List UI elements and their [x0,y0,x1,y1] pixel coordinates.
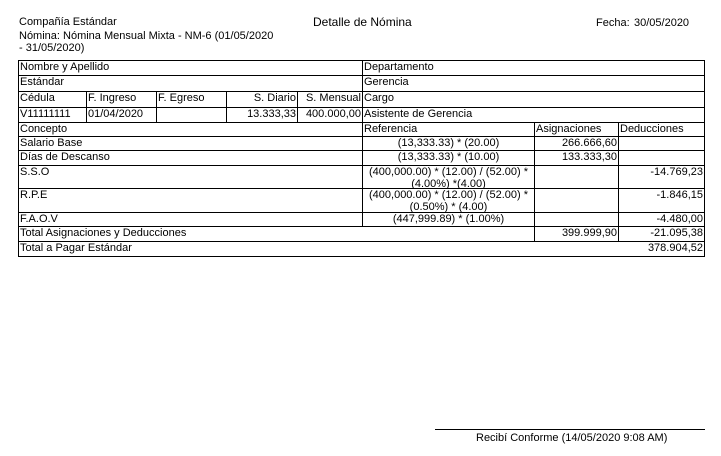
row-assignment [534,165,619,189]
received-text: Recibí Conforme (14/05/2020 9:08 AM) [476,432,668,444]
end-label: F. Egreso [156,91,227,108]
date-label: Fecha: [596,17,630,29]
daily-label: S. Diario [226,91,298,108]
total-label: Total Asignaciones y Deducciones [18,226,535,242]
page-title: Detalle de Nómina [313,15,412,29]
date-value: 30/05/2020 [634,17,690,29]
company-name: Compañía Estándar [19,16,117,28]
concept-header: Concepto [18,122,363,137]
row-deduction [618,136,705,151]
name-value: Estándar [18,75,363,92]
dept-value: Gerencia [362,75,705,92]
daily-value: 13.333,33 [226,107,298,123]
row-concept: S.S.O [18,165,363,189]
row-reference: (447,999.89) * (1.00%) [362,212,535,227]
row-reference: (13,333.33) * (20.00) [362,136,535,151]
assignments-header: Asignaciones [534,122,619,137]
row-concept: F.A.O.V [18,212,363,227]
row-assignment: 133.333,30 [534,150,619,166]
row-reference: (400,000.00) * (12.00) / (52.00) * (4.00%) *(4.00) [362,165,535,189]
position-label: Cargo [362,91,705,108]
row-assignment [534,212,619,227]
row-reference: (13,333.33) * (10.00) [362,150,535,166]
position-value: Asistente de Gerencia [362,107,705,123]
row-assignment [534,188,619,213]
monthly-value: 400.000,00 [297,107,363,123]
signature-line [435,429,705,430]
row-concept: R.P.E [18,188,363,213]
total-assignments: 399.999,90 [534,226,619,242]
payroll-name: Nómina: Nómina Mensual Mixta - NM-6 (01/05/2020 [19,30,274,42]
start-label: F. Ingreso [86,91,157,108]
name-label: Nombre y Apellido [18,60,363,76]
deductions-header: Deducciones [618,122,705,137]
total-deductions: -21.095,38 [618,226,705,242]
dept-label: Departamento [362,60,705,76]
reference-header: Referencia [362,122,535,137]
pay-total: 378.904,52 [618,241,705,257]
row-concept: Días de Descanso [18,150,363,166]
row-reference: (400,000.00) * (12.00) / (52.00) * (0.50%) * (4.00) [362,188,535,213]
id-value: V11111111 [18,107,87,123]
row-deduction: -1.846,15 [618,188,705,213]
id-label: Cédula [18,91,87,108]
start-value: 01/04/2020 [86,107,157,123]
row-assignment: 266.666,60 [534,136,619,151]
row-deduction: -4.480,00 [618,212,705,227]
row-deduction [618,150,705,166]
monthly-label: S. Mensual [297,91,363,108]
end-value [156,107,227,123]
row-concept: Salario Base [18,136,363,151]
pay-label: Total a Pagar Estándar [18,241,619,257]
row-deduction: -14.769,23 [618,165,705,189]
payroll-name-cont: - 31/05/2020) [19,42,85,54]
